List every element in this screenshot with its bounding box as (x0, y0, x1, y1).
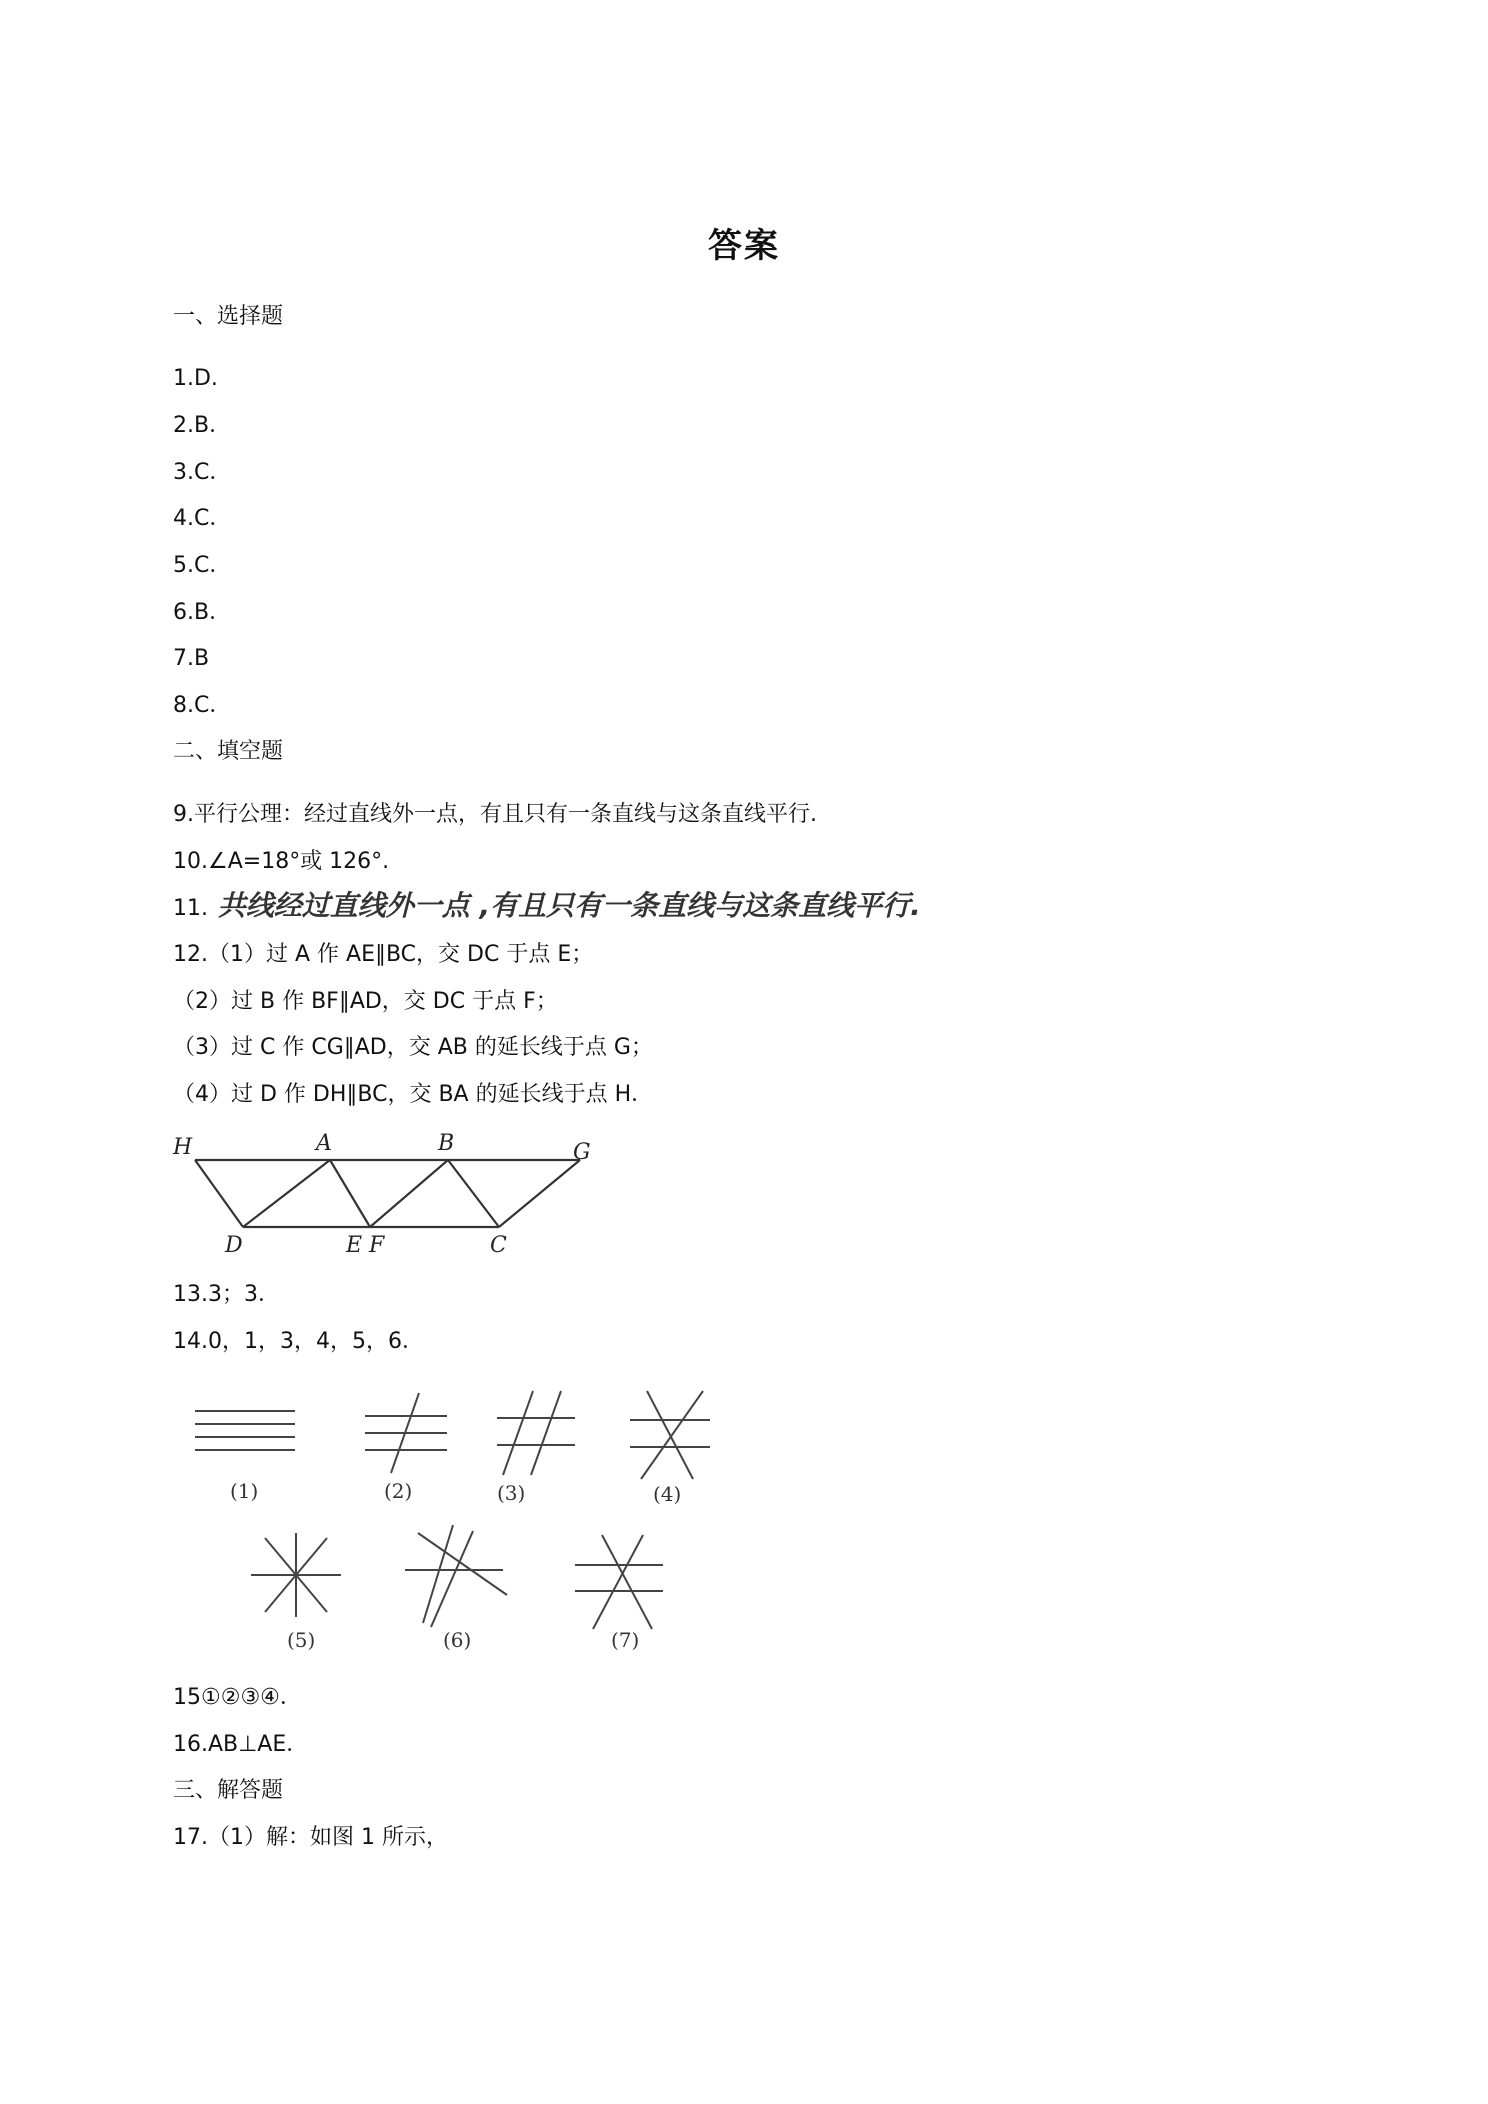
caption-7: (7) (611, 1628, 640, 1652)
answer-11 (173, 891, 921, 924)
answer-17-part1: 17.（1）解：如图 1 所示， (173, 1825, 448, 1850)
figure-parallelogram-construction (165, 1125, 605, 1260)
label-H: H (173, 1135, 193, 1160)
caption-5: (5) (287, 1628, 316, 1652)
caption-2: (2) (384, 1479, 413, 1503)
answer-3: 3.C． (173, 460, 232, 485)
answer-14: 14.0，1，3，4，5，6． (173, 1329, 424, 1354)
answer-12-part2: （2）过 B 作 BF∥AD，交 DC 于点 F； (173, 989, 558, 1014)
label-B: B (438, 1131, 455, 1156)
answer-15: 15①②③④． (173, 1685, 302, 1710)
config-7 (575, 1535, 663, 1629)
caption-6: (6) (443, 1628, 472, 1652)
page-title: 答案 (708, 226, 780, 266)
caption-4: (4) (653, 1482, 682, 1506)
answer-2: 2.B． (173, 413, 232, 438)
label-C: C (490, 1233, 507, 1258)
answer-1: 1.D. (173, 366, 218, 391)
answer-11-number: 11. (173, 896, 208, 921)
config-2 (365, 1393, 447, 1473)
label-D: D (225, 1233, 243, 1258)
config-1 (195, 1411, 295, 1450)
answer-12-part1: 12.（1）过 A 作 AE∥BC，交 DC 于点 E； (173, 942, 594, 967)
answer-12-part4: （4）过 D 作 DH∥BC，交 BA 的延长线于点 H． (173, 1082, 654, 1107)
figure-four-lines-configurations (185, 1385, 725, 1655)
label-G: G (573, 1140, 591, 1165)
answer-16: 16.AB⊥AE． (173, 1732, 309, 1757)
section-heading-fill: 二、填空题 (173, 739, 284, 764)
config-5 (251, 1533, 341, 1617)
label-A: A (316, 1131, 332, 1156)
config-6 (405, 1525, 507, 1627)
answer-8: 8.C． (173, 693, 232, 718)
answer-4: 4.C． (173, 506, 232, 531)
answer-10: 10.∠A=18°或 126°. (173, 849, 390, 874)
config-3 (497, 1391, 575, 1475)
caption-3: (3) (497, 1481, 526, 1505)
section-heading-solution: 三、解答题 (173, 1778, 284, 1803)
label-E: E (346, 1233, 363, 1258)
config-4 (630, 1391, 710, 1479)
caption-1: (1) (230, 1479, 259, 1503)
answer-11-text: 共线经过直线外一点 ,有且只有一条直线与这条直线平行. (217, 889, 921, 922)
answer-5: 5.C． (173, 553, 232, 578)
answer-7: 7.B (173, 646, 210, 671)
answer-13: 13.3；3． (173, 1282, 280, 1307)
answer-6: 6.B． (173, 600, 232, 625)
label-F: F (369, 1233, 385, 1258)
answer-9: 9.平行公理：经过直线外一点，有且只有一条直线与这条直线平行. (173, 802, 817, 827)
section-heading-choice: 一、选择题 (173, 304, 284, 329)
answer-12-part3: （3）过 C 作 CG∥AD，交 AB 的延长线于点 G； (173, 1035, 653, 1060)
